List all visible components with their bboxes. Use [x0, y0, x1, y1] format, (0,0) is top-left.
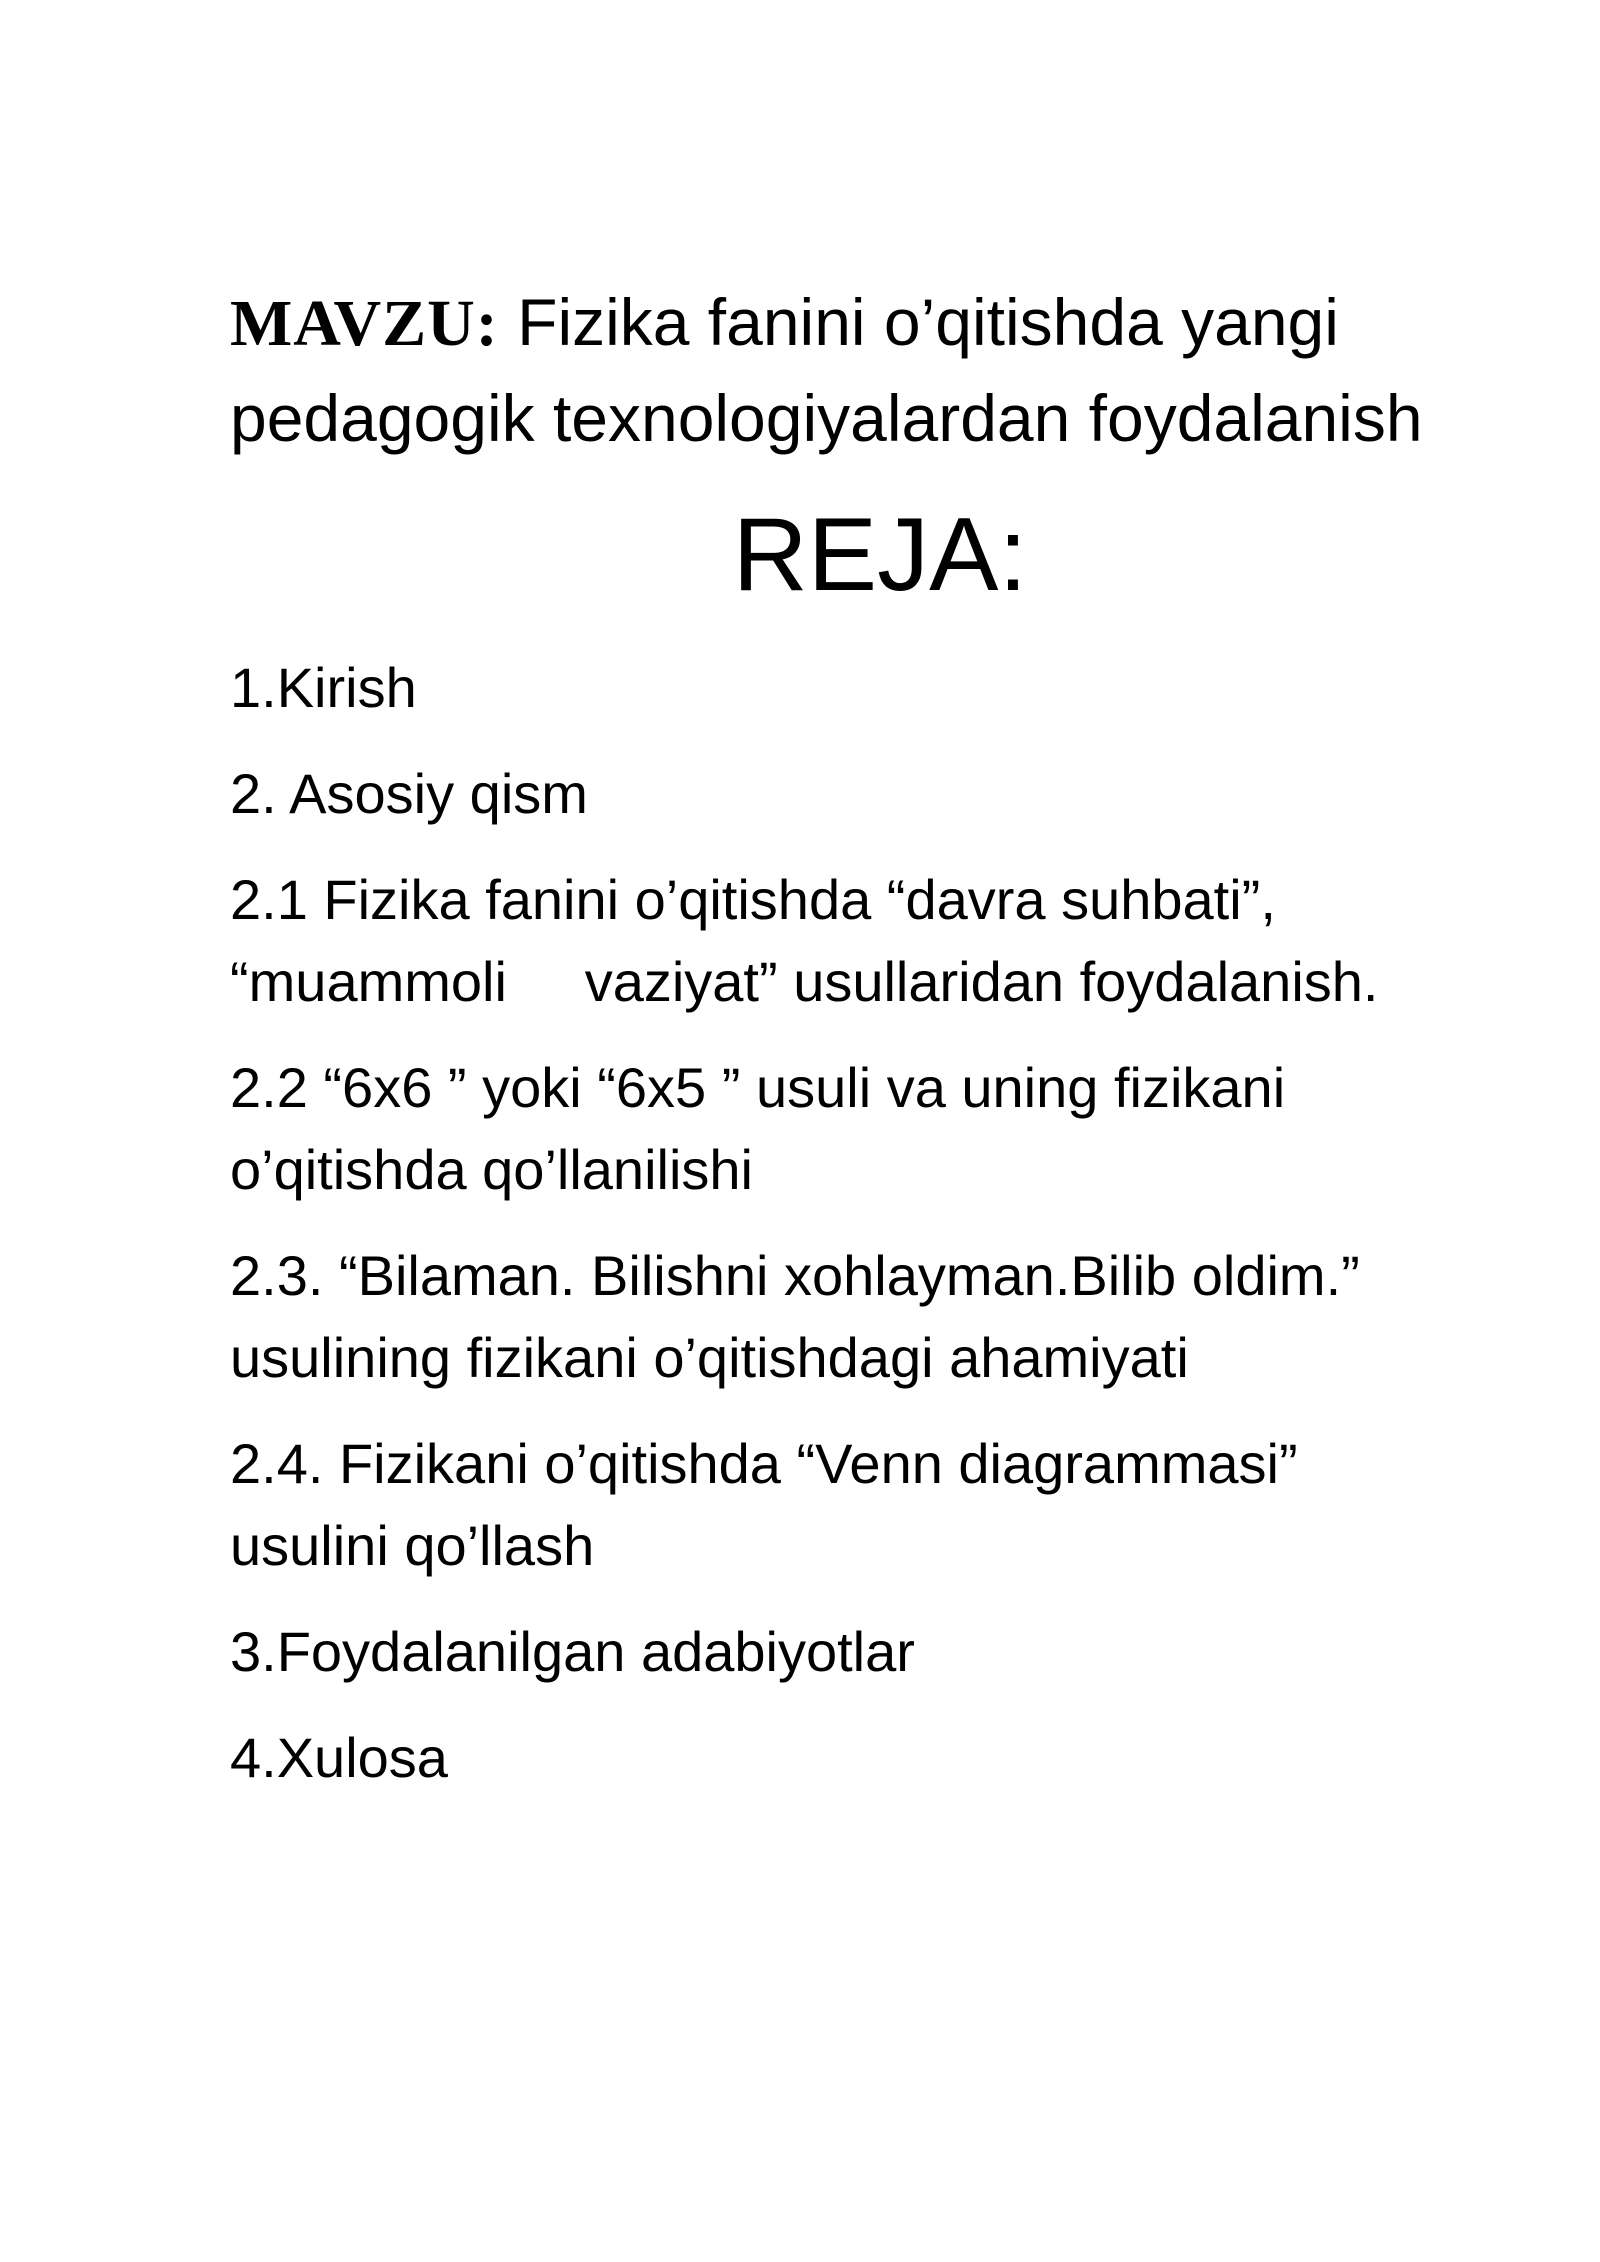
plan-list [230, 647, 1520, 1799]
plan-item-2 [230, 753, 1520, 835]
plan-heading: REJA: [732, 497, 1028, 613]
plan-item-text-continued: “muammoli vaziyat” usullaridan foydalanish. [230, 950, 1379, 1013]
plan-item-text: 1.Kirish [230, 656, 417, 719]
plan-item-text: 2.4. Fizikani o’qitishda “Venn diagrammasi” [230, 1432, 1298, 1495]
plan-item-3 [230, 1611, 1520, 1693]
plan-item-2-4 [230, 1423, 1520, 1587]
topic-label: MAVZU: [230, 287, 499, 360]
plan-item-text: 2. Asosiy qism [230, 762, 588, 825]
plan-item-text-continued: o’qitishda qo’llanilishi [230, 1138, 753, 1201]
plan-item-text: 2.2 “6x6 ” yoki “6x5 ” usuli va uning fizikani [230, 1056, 1286, 1119]
document-content [230, 275, 1520, 1823]
plan-item-text: 2.3. “Bilaman. Bilishni xohlayman.Bilib oldim.” [230, 1244, 1360, 1307]
plan-item-2-3 [230, 1235, 1520, 1399]
plan-item-text: 2.1 Fizika fanini o’qitishda “davra suhbati”, [230, 868, 1276, 931]
topic-title [230, 275, 1520, 465]
plan-item-4 [230, 1717, 1520, 1799]
topic-text: Fizika fanini o’qitishda yangi pedagogik texnologiyalardan foydalanish [230, 285, 1423, 455]
plan-item-text: 4.Xulosa [230, 1726, 448, 1789]
plan-item-text: 3.Foydalanilgan adabiyotlar [230, 1620, 915, 1683]
plan-item-text-continued: usulini qo’llash [230, 1514, 595, 1577]
plan-item-2-1 [230, 859, 1520, 1023]
plan-item-2-2 [230, 1047, 1520, 1211]
plan-item-1 [230, 647, 1520, 729]
plan-item-text-continued: usulining fizikani o’qitishdagi ahamiyati [230, 1326, 1189, 1389]
